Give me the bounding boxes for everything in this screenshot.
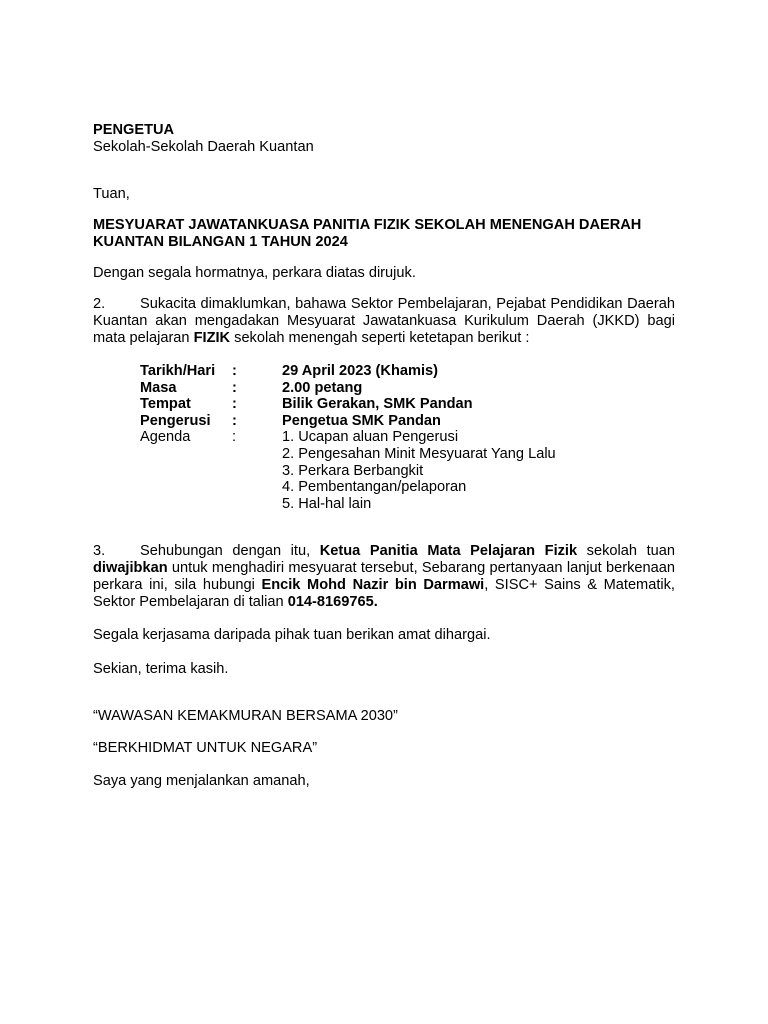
paragraph-2: [93, 296, 675, 347]
agenda-item: 1. Ucapan aluan Pengerusi: [282, 429, 459, 446]
detail-colon: :: [232, 363, 237, 379]
agenda-list: [282, 429, 556, 512]
letter-page: [93, 122, 675, 790]
detail-row: [140, 396, 556, 413]
detail-value: Bilik Gerakan, SMK Pandan: [282, 396, 473, 413]
detail-label: Masa: [140, 379, 177, 396]
paragraph-3-text: Sehubungan dengan itu,: [140, 543, 320, 560]
agenda-item: 4. Pembentangan/pelaporan: [282, 479, 467, 496]
paragraph-3-bold: diwajibkan: [93, 560, 168, 577]
paragraph-3: [93, 543, 675, 611]
detail-colon: :: [232, 429, 237, 446]
detail-label: Tarikh/Hari: [140, 363, 216, 379]
detail-row: [140, 429, 556, 512]
contact-phone: 014-8169765.: [287, 594, 378, 611]
motto-2: “BERKHIDMAT UNTUK NEGARA”: [93, 740, 318, 757]
detail-row: [140, 413, 556, 430]
agenda-cell: [282, 429, 556, 512]
detail-colon: :: [232, 396, 237, 413]
paragraph-2-subject: FIZIK: [193, 330, 231, 346]
contact-name: Encik Mohd Nazir bin Darmawi: [261, 577, 485, 594]
detail-label: Tempat: [140, 396, 191, 413]
detail-label: Agenda: [140, 429, 191, 446]
closing-text: Sekian, terima kasih.: [93, 661, 229, 678]
signoff-text: Saya yang menjalankan amanah,: [93, 773, 310, 790]
detail-row: [140, 363, 556, 380]
detail-colon: :: [232, 412, 237, 429]
intro-text: Dengan segala hormatnya, perkara diatas dirujuk.: [93, 265, 416, 281]
paragraph-3-text: , SISC+ Sains & Matematik, Sektor Pembelajaran di talian: [93, 577, 675, 611]
recipient-title: PENGETUA: [93, 122, 175, 138]
paragraph-number: 2.: [93, 296, 106, 312]
detail-colon: :: [232, 379, 237, 396]
paragraph-2-text-end: sekolah menengah seperti ketetapan berikut :: [230, 330, 530, 346]
agenda-item: 5. Hal-hal lain: [282, 495, 372, 512]
letter-subject: MESYUARAT JAWATANKUASA PANITIA FIZIK SEKOLAH MENENGAH DAERAH KUANTAN BILANGAN 1 TAHUN 2024: [93, 217, 642, 250]
salutation: Tuan,: [93, 186, 130, 202]
recipient-org: Sekolah-Sekolah Daerah Kuantan: [93, 139, 314, 155]
paragraph-2-text: Sukacita dimaklumkan, bahawa Sektor Pembelajaran, Pejabat Pendidikan Daerah Kuantan akan mengadakan Mesyuarat Jawatankuasa Kurikulum Daerah (JKKD) bagi mata pelajaran: [93, 296, 675, 346]
motto-1: “WAWASAN KEMAKMURAN BERSAMA 2030”: [93, 708, 398, 725]
agenda-item: 3. Perkara Berbangkit: [282, 462, 424, 479]
paragraph-3-bold: Ketua Panitia Mata Pelajaran Fizik: [319, 543, 578, 560]
detail-value: 29 April 2023 (Khamis): [282, 363, 438, 379]
detail-value: 2.00 petang: [282, 379, 363, 396]
paragraph-3-text: untuk menghadiri mesyuarat tersebut, Sebarang pertanyaan lanjut berkenaan perkara ini, sila hubungi: [93, 560, 675, 594]
paragraph-number: 3.: [93, 543, 106, 560]
detail-value: Pengetua SMK Pandan: [282, 412, 441, 429]
cooperation-text: Segala kerjasama daripada pihak tuan berikan amat dihargai.: [93, 627, 491, 644]
detail-label: Pengerusi: [140, 412, 211, 429]
agenda-item: 2. Pengesahan Minit Mesyuarat Yang Lalu: [282, 445, 556, 462]
detail-row: [140, 380, 556, 397]
meeting-details: [140, 363, 556, 512]
paragraph-3-text: sekolah tuan: [577, 543, 675, 560]
